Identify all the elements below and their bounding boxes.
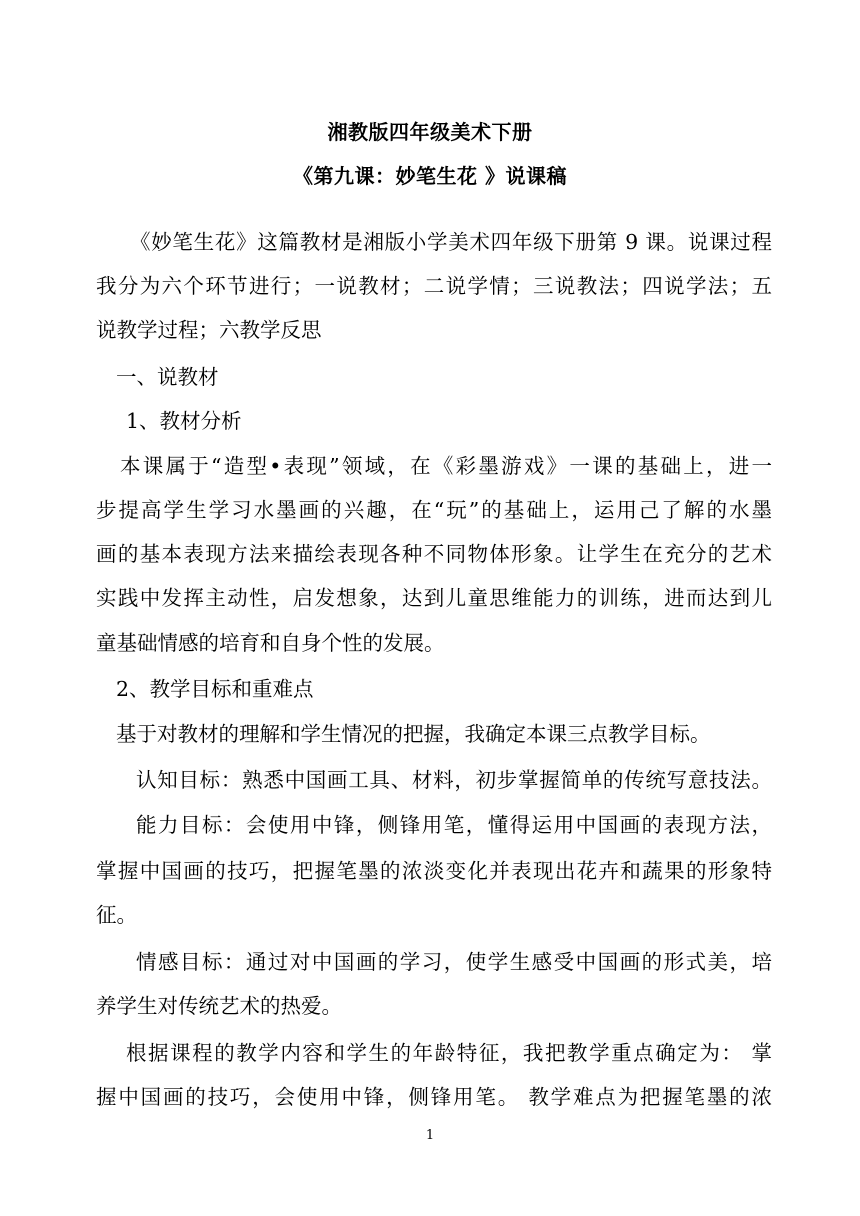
paragraph-line: 实践中发挥主动性，启发想象，达到儿童思维能力的训练，进而达到儿 (96, 586, 772, 610)
document-title: 湘教版四年级美术下册 (327, 120, 533, 144)
paragraph-line: 情感目标：通过对中国画的学习，使学生感受中国画的形式美，培 (136, 950, 772, 974)
paragraph-line: 童基础情感的培育和自身个性的发展。 (96, 631, 445, 655)
paragraph-line: 画的基本表现方法来描绘表现各种不同物体形象。让学生在充分的艺术 (96, 542, 772, 566)
paragraph-line: 征。 (96, 903, 137, 927)
paragraph-line: 握中国画的技巧，会使用中锋，侧锋用笔。 教学难点为把握笔墨的浓 (96, 1085, 772, 1109)
paragraph-line: 根据课程的教学内容和学生的年龄特征，我把教学重点确定为： 掌 (126, 1041, 772, 1065)
subsection-heading: 2、教学目标和重难点 (116, 677, 314, 701)
paragraph-line: 认知目标：熟悉中国画工具、材料，初步掌握简单的传统写意技法。 (136, 768, 772, 792)
paragraph-line: 养学生对传统艺术的热爱。 (96, 994, 342, 1018)
paragraph-line: 掌握中国画的技巧，把握笔墨的浓淡变化并表现出花卉和蔬果的形象特 (96, 859, 772, 883)
page-number: 1 (425, 1128, 435, 1143)
paragraph-line: 步提高学生学习水墨画的兴趣，在“玩”的基础上，运用己了解的水墨 (96, 498, 772, 522)
paragraph-line: 能力目标：会使用中锋，侧锋用笔，懂得运用中国画的表现方法， (136, 813, 772, 837)
subsection-heading: 1、教材分析 (126, 409, 242, 433)
paragraph-line: 《妙笔生花》这篇教材是湘版小学美术四年级下册第 9 课。说课过程 (130, 230, 772, 254)
paragraph-line: 我分为六个环节进行；一说教材；二说学情；三说教法；四说学法；五 (96, 274, 772, 298)
paragraph-line: 本课属于“造型•表现”领域，在《彩墨游戏》一课的基础上，进一 (120, 454, 772, 478)
section-heading: 一、说教材 (116, 365, 219, 389)
document-subtitle: 《第九课：妙笔生花 》说课稿 (293, 164, 567, 188)
paragraph-line: 说教学过程；六教学反思 (96, 318, 322, 342)
paragraph-line: 基于对教材的理解和学生情况的把握，我确定本课三点教学目标。 (116, 722, 711, 746)
